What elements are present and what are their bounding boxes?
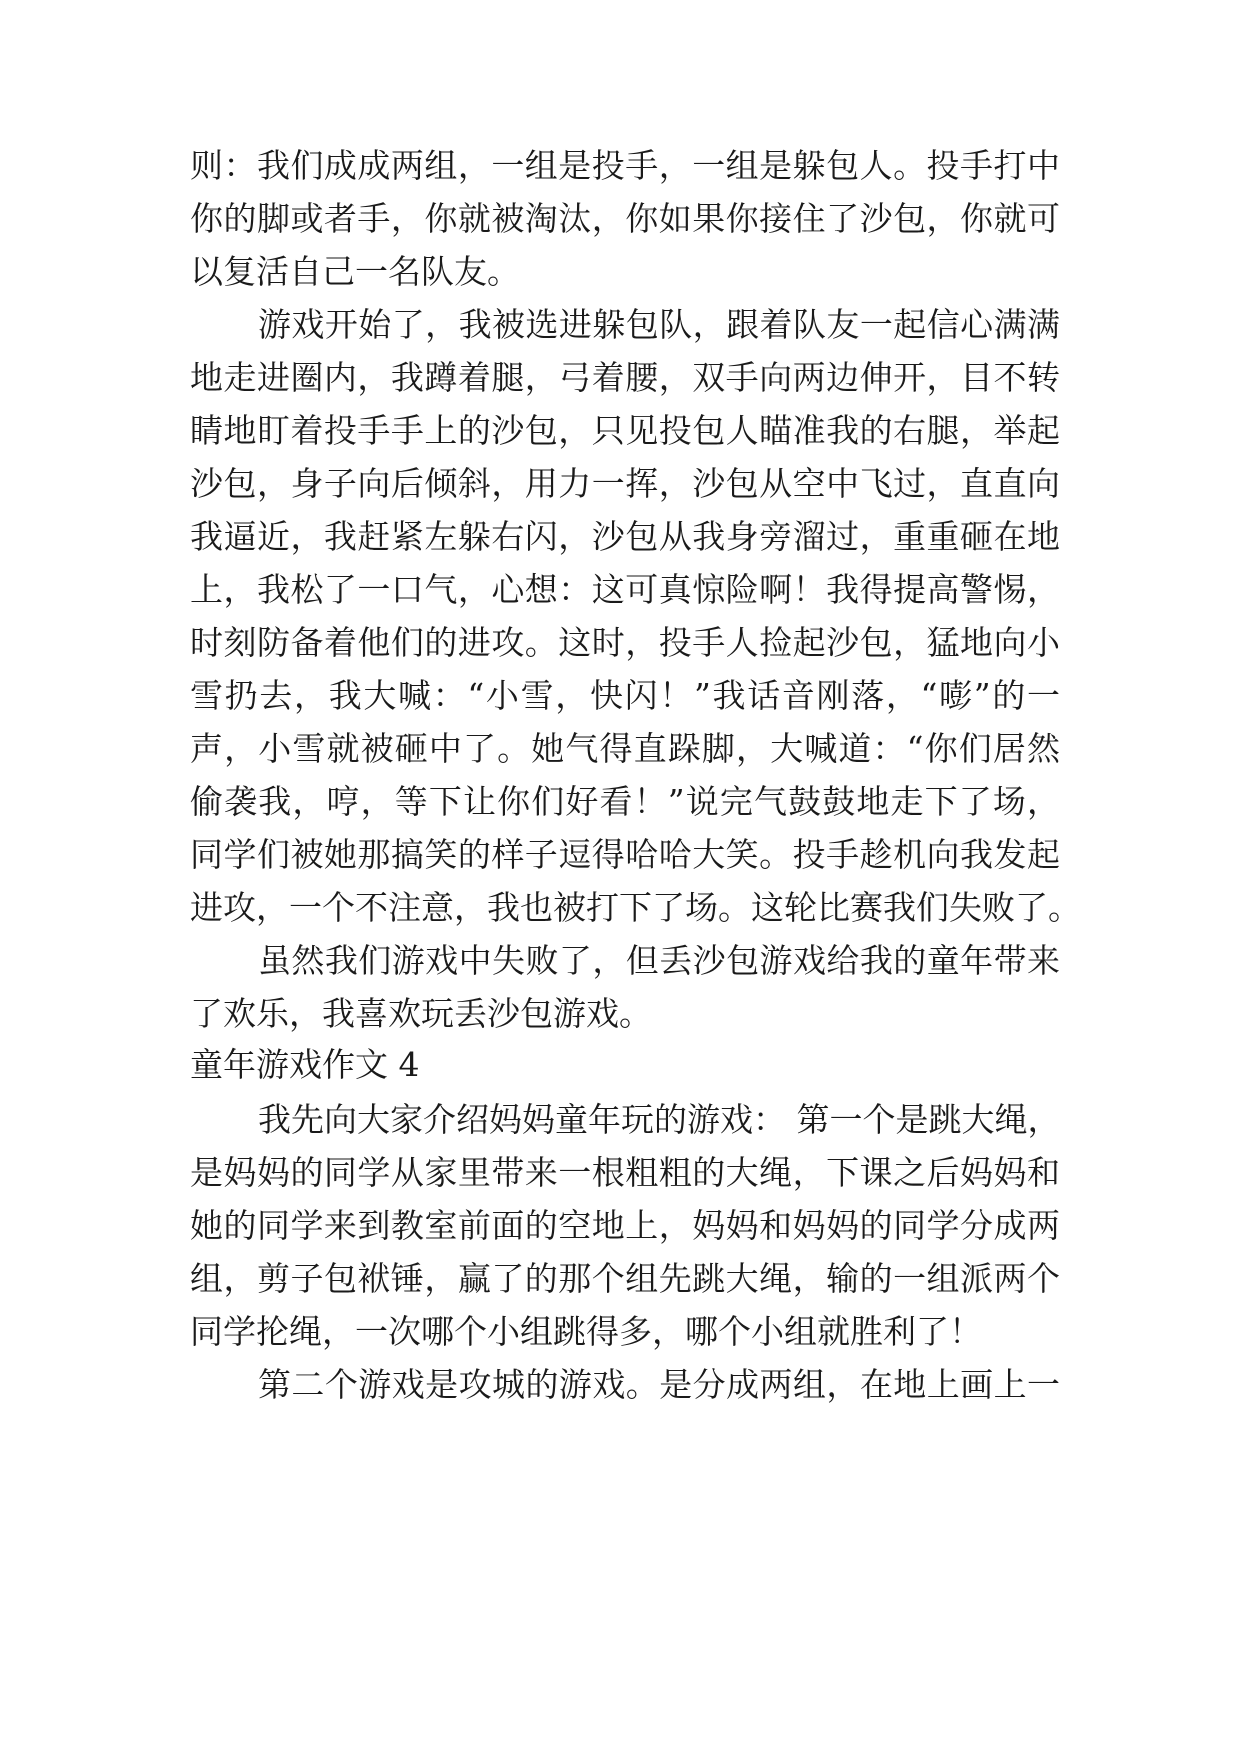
body-text-line: 游戏开始了，我被选进躲包队，跟着队友一起信心满满: [258, 305, 1060, 344]
body-text-line: 时刻防备着他们的进攻。这时，投手人捡起沙包，猛地向小: [190, 623, 1060, 662]
body-text-line: 声，小雪就被砸中了。她气得直跺脚，大喊道：“你们居然: [190, 729, 1060, 768]
body-text-line: 同学抡绳，一次哪个小组跳得多，哪个小组就胜利了！: [190, 1312, 982, 1351]
section-heading: 童年游戏作文 4: [190, 1045, 420, 1084]
body-text-line: 则：我们成成两组，一组是投手，一组是躲包人。投手打中: [190, 146, 1060, 185]
body-text-line: 了欢乐，我喜欢玩丢沙包游戏。: [190, 994, 652, 1033]
body-text-line: 睛地盯着投手手上的沙包，只见投包人瞄准我的右腿，举起: [190, 411, 1060, 450]
body-text-line: 以复活自己一名队友。: [190, 252, 520, 291]
body-text-line: 第二个游戏是攻城的游戏。是分成两组，在地上画上一: [258, 1365, 1060, 1404]
body-text-line: 是妈妈的同学从家里带来一根粗粗的大绳，下课之后妈妈和: [190, 1153, 1060, 1192]
body-text-line: 沙包，身子向后倾斜，用力一挥，沙包从空中飞过，直直向: [190, 464, 1060, 503]
body-text-line: 雪扔去，我大喊：“小雪，快闪！”我话音刚落，“嘭”的一: [190, 676, 1060, 715]
body-text-line: 她的同学来到教室前面的空地上，妈妈和妈妈的同学分成两: [190, 1206, 1060, 1245]
body-text-line: 虽然我们游戏中失败了，但丢沙包游戏给我的童年带来: [258, 941, 1060, 980]
body-text-line: 我先向大家介绍妈妈童年玩的游戏： 第一个是跳大绳，: [258, 1100, 1061, 1139]
body-text-line: 进攻，一个不注意，我也被打下了场。这轮比赛我们失败了。: [190, 888, 1081, 927]
body-text-line: 偷袭我，哼，等下让你们好看！”说完气鼓鼓地走下了场，: [190, 782, 1060, 821]
body-text-line: 上，我松了一口气，心想：这可真惊险啊！我得提高警惕，: [190, 570, 1060, 609]
body-text-line: 你的脚或者手，你就被淘汰，你如果你接住了沙包，你就可: [190, 199, 1060, 238]
body-text-line: 组，剪子包袱锤，赢了的那个组先跳大绳，输的一组派两个: [190, 1259, 1060, 1298]
body-text-line: 同学们被她那搞笑的样子逗得哈哈大笑。投手趁机向我发起: [190, 835, 1060, 874]
body-text-line: 我逼近，我赶紧左躲右闪，沙包从我身旁溜过，重重砸在地: [190, 517, 1060, 556]
body-text-line: 地走进圈内，我蹲着腿，弓着腰，双手向两边伸开，目不转: [190, 358, 1060, 397]
